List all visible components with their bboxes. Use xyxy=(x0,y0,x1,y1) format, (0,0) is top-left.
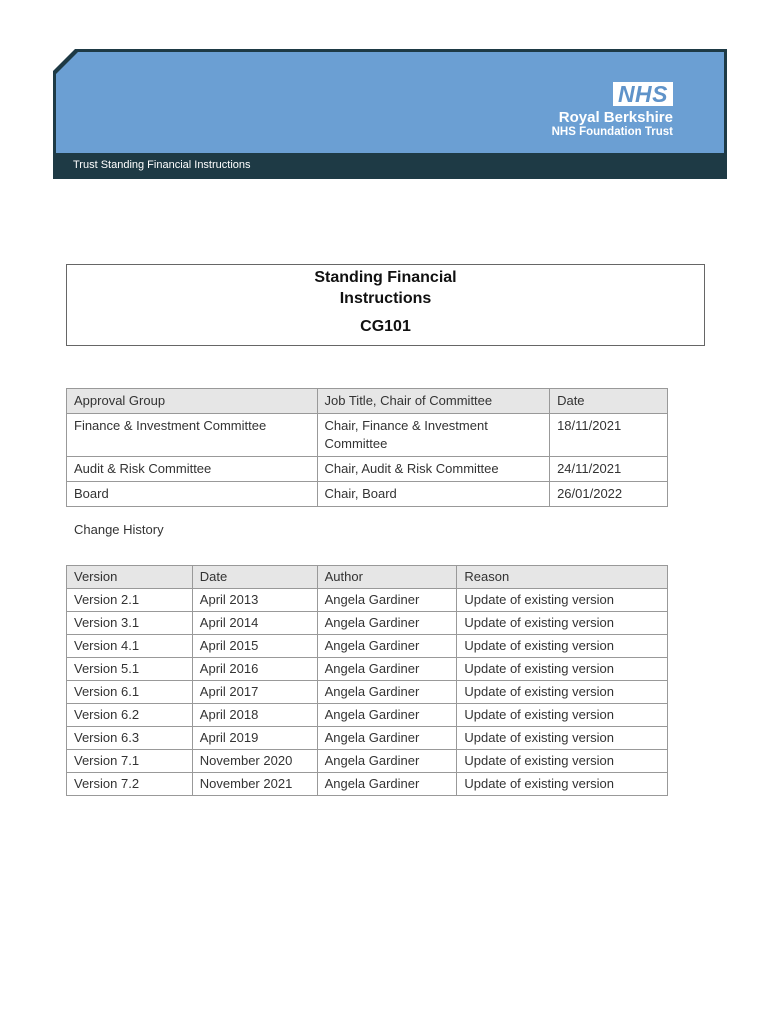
history-row xyxy=(67,681,668,704)
history-row xyxy=(67,612,668,635)
history-cell: Version 6.1 xyxy=(67,681,193,704)
approval-row xyxy=(67,482,668,507)
history-cell: April 2013 xyxy=(192,589,317,612)
history-cell: Version 2.1 xyxy=(67,589,193,612)
history-cell: Version 6.2 xyxy=(67,704,193,727)
history-row xyxy=(67,589,668,612)
history-cell: Version 3.1 xyxy=(67,612,193,635)
approval-header-row xyxy=(67,389,668,414)
history-column-header: Date xyxy=(192,566,317,589)
history-row xyxy=(67,750,668,773)
history-cell: Angela Gardiner xyxy=(317,727,457,750)
history-cell: Update of existing version xyxy=(457,589,668,612)
approval-column-header: Date xyxy=(550,389,668,414)
approval-column-header: Approval Group xyxy=(67,389,318,414)
history-cell: April 2016 xyxy=(192,658,317,681)
approval-row xyxy=(67,457,668,482)
approval-cell: Chair, Audit & Risk Committee xyxy=(317,457,550,482)
history-cell: April 2017 xyxy=(192,681,317,704)
history-cell: Update of existing version xyxy=(457,773,668,796)
change-history-table xyxy=(66,565,668,796)
history-row xyxy=(67,727,668,750)
history-cell: Version 6.3 xyxy=(67,727,193,750)
history-cell: November 2021 xyxy=(192,773,317,796)
banner-caption: Trust Standing Financial Instructions xyxy=(73,159,251,171)
history-column-header: Reason xyxy=(457,566,668,589)
history-cell: Version 5.1 xyxy=(67,658,193,681)
history-cell: Angela Gardiner xyxy=(317,635,457,658)
history-cell: Version 4.1 xyxy=(67,635,193,658)
history-cell: Angela Gardiner xyxy=(317,681,457,704)
approval-cell: Chair, Finance & Investment Committee xyxy=(317,414,550,457)
history-cell: Update of existing version xyxy=(457,658,668,681)
change-history-label: Change History xyxy=(74,522,164,537)
history-column-header: Version xyxy=(67,566,193,589)
history-cell: Update of existing version xyxy=(457,635,668,658)
history-cell: Version 7.2 xyxy=(67,773,193,796)
history-column-header: Author xyxy=(317,566,457,589)
history-cell: Angela Gardiner xyxy=(317,658,457,681)
logo-trust-subtitle: NHS Foundation Trust xyxy=(551,126,673,138)
history-cell: Version 7.1 xyxy=(67,750,193,773)
approval-cell: Chair, Board xyxy=(317,482,550,507)
history-header-row xyxy=(67,566,668,589)
history-row xyxy=(67,635,668,658)
history-row xyxy=(67,704,668,727)
approval-cell: Board xyxy=(67,482,318,507)
logo-trust-name: Royal Berkshire xyxy=(558,109,673,126)
nhs-logo xyxy=(552,82,673,139)
approval-cell: 26/01/2022 xyxy=(550,482,668,507)
history-cell: Angela Gardiner xyxy=(317,612,457,635)
approval-cell: Finance & Investment Committee xyxy=(67,414,318,457)
history-cell: Update of existing version xyxy=(457,681,668,704)
approval-table xyxy=(66,388,668,507)
history-cell: Angela Gardiner xyxy=(317,773,457,796)
approval-cell: 18/11/2021 xyxy=(550,414,668,457)
history-row xyxy=(67,773,668,796)
approval-cell: Audit & Risk Committee xyxy=(67,457,318,482)
approval-row xyxy=(67,414,668,457)
history-row xyxy=(67,658,668,681)
history-cell: November 2020 xyxy=(192,750,317,773)
history-cell: April 2014 xyxy=(192,612,317,635)
history-cell: Angela Gardiner xyxy=(317,589,457,612)
history-cell: Update of existing version xyxy=(457,612,668,635)
document-title: Standing Financial Instructions xyxy=(314,269,457,307)
history-cell: Update of existing version xyxy=(457,704,668,727)
document-code: CG101 xyxy=(360,318,411,335)
history-cell: Angela Gardiner xyxy=(317,704,457,727)
approval-column-header: Job Title, Chair of Committee xyxy=(317,389,550,414)
nhs-wordmark: NHS xyxy=(613,82,673,106)
history-cell: Update of existing version xyxy=(457,750,668,773)
header-banner xyxy=(53,49,727,179)
history-cell: April 2019 xyxy=(192,727,317,750)
history-cell: Angela Gardiner xyxy=(317,750,457,773)
document-title-box xyxy=(66,264,705,346)
approval-cell: 24/11/2021 xyxy=(550,457,668,482)
history-cell: Update of existing version xyxy=(457,727,668,750)
history-cell: April 2015 xyxy=(192,635,317,658)
history-cell: April 2018 xyxy=(192,704,317,727)
